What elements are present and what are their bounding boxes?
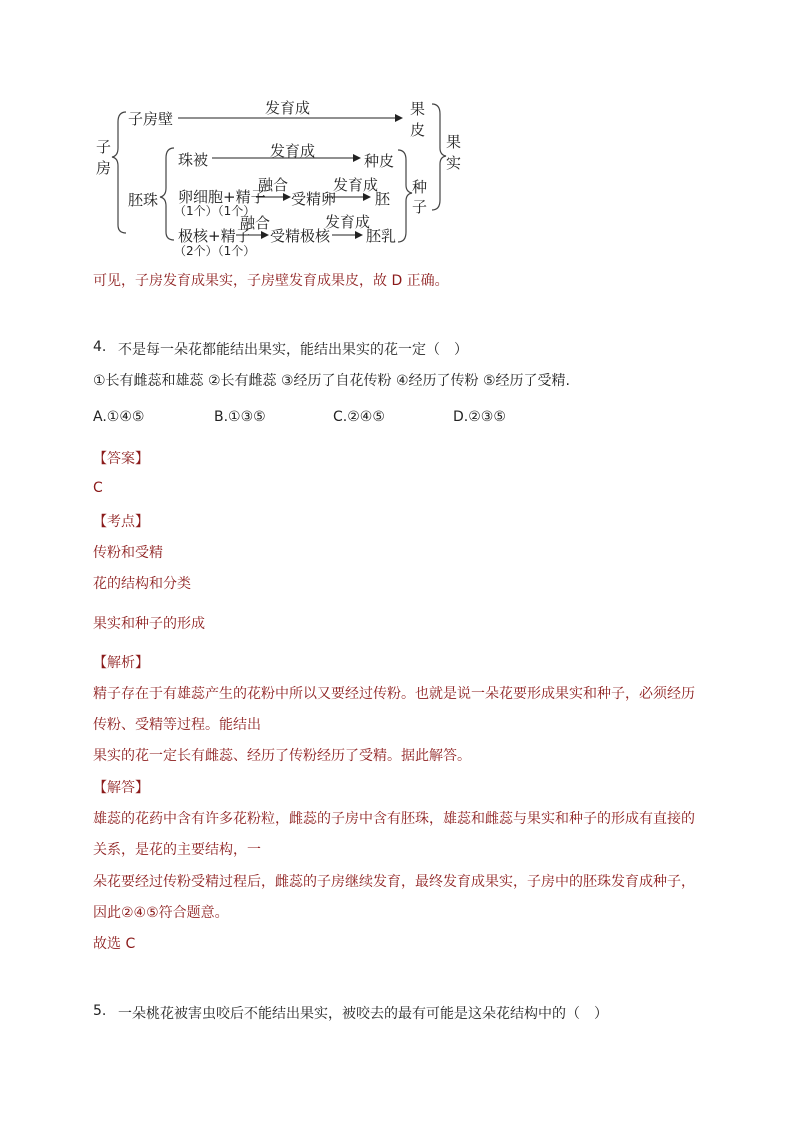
ovary-label-1: 子 [96,138,112,156]
fruit-label-2: 实 [446,154,462,172]
seed-coat-label: 种皮 [364,152,395,170]
pericarp-label-1: 果 [410,100,426,118]
fruit-label-1: 果 [446,133,462,151]
solution-line-3: 朵花要经过传粉受精过程后，雌蕊的子房继续发育，最终发育成果实，子房中的胚珠发育成种子， [93,874,695,890]
solution-line-5: 故选 C [93,936,136,952]
solution-line-2: 关系，是花的主要结构，一 [93,842,261,858]
topic-2: 花的结构和分类 [93,576,191,592]
fertilized-egg-label: 受精卵 [291,190,337,208]
integument-label: 珠被 [178,151,209,169]
q4-stem: 不是每一朵花都能结出果实，能结出果实的花一定（ ） [118,342,468,358]
topic-label: 【考点】 [93,514,149,530]
q5-number: 5. [93,1003,107,1019]
analysis-line-2: 传粉、受精等过程。能结出 [93,717,261,733]
topic-1: 传粉和受精 [93,545,163,561]
q4-statements: ①长有雌蕊和雄蕊 ②长有雌蕊 ③经历了自花传粉 ④经历了传粉 ⑤经历了受精. [93,373,571,389]
polar-counts-label: （2个）（1个） [174,244,256,258]
ovary-brace [112,112,126,233]
develops-label-1: 发育成 [265,99,311,117]
ovule-label: 胚珠 [128,191,159,209]
q4-option-a: A.①④⑤ [93,409,145,425]
ovule-brace [160,148,174,240]
solution-line-1: 雄蕊的花药中含有许多花粉粒，雌蕊的子房中含有胚珠，雄蕊和雌蕊与果实和种子的形成有直接的 [93,811,695,827]
polar-sperm-label: 极核+精子 [178,227,251,245]
q4-option-d: D.②③⑤ [453,409,506,425]
ovary-wall-label: 子房壁 [128,110,174,128]
ovary-label-2: 房 [96,159,112,177]
egg-counts-label: （1个）（1个） [174,204,256,218]
develops-label-2: 发育成 [270,142,316,160]
q5-stem: 一朵桃花被害虫咬后不能结出果实，被咬去的最有可能是这朵花结构中的（ ） [118,1006,608,1022]
answer-value: C [93,480,103,496]
conclusion-text: 可见，子房发育成果实，子房壁发育成果皮，故 D 正确。 [93,273,449,289]
seed-brace [398,150,412,242]
fusion-label-1: 融合 [258,176,289,194]
seed-label-2: 子 [412,198,428,216]
fusion-label-2: 融合 [240,214,271,232]
solution-line-4: 因此②④⑤符合题意。 [93,905,229,921]
q4-option-c: C.②④⑤ [333,409,385,425]
develops-label-3: 发育成 [333,176,379,194]
analysis-line-3: 果实的花一定长有雌蕊、经历了传粉经历了受精。据此解答。 [93,748,471,764]
analysis-label: 【解析】 [93,655,149,671]
fruit-formation-diagram [0,0,794,300]
solution-label: 【解答】 [93,780,149,796]
q4-option-b: B.①③⑤ [214,409,266,425]
seed-label-1: 种 [412,178,428,196]
answer-label: 【答案】 [93,451,149,467]
embryo-label: 胚 [375,190,391,208]
endosperm-label: 胚乳 [366,227,397,245]
topic-3: 果实和种子的形成 [93,616,205,632]
develops-label-4: 发育成 [325,213,371,231]
fruit-brace [432,104,446,210]
fertilized-polar-label: 受精极核 [270,227,331,245]
egg-sperm-label: 卵细胞+精子 [178,188,266,206]
pericarp-label-2: 皮 [410,121,426,139]
analysis-line-1: 精子存在于有雄蕊产生的花粉中所以又要经过传粉。也就是说一朵花要形成果实和种子，必须经历 [93,686,695,702]
q4-number: 4. [93,339,107,355]
